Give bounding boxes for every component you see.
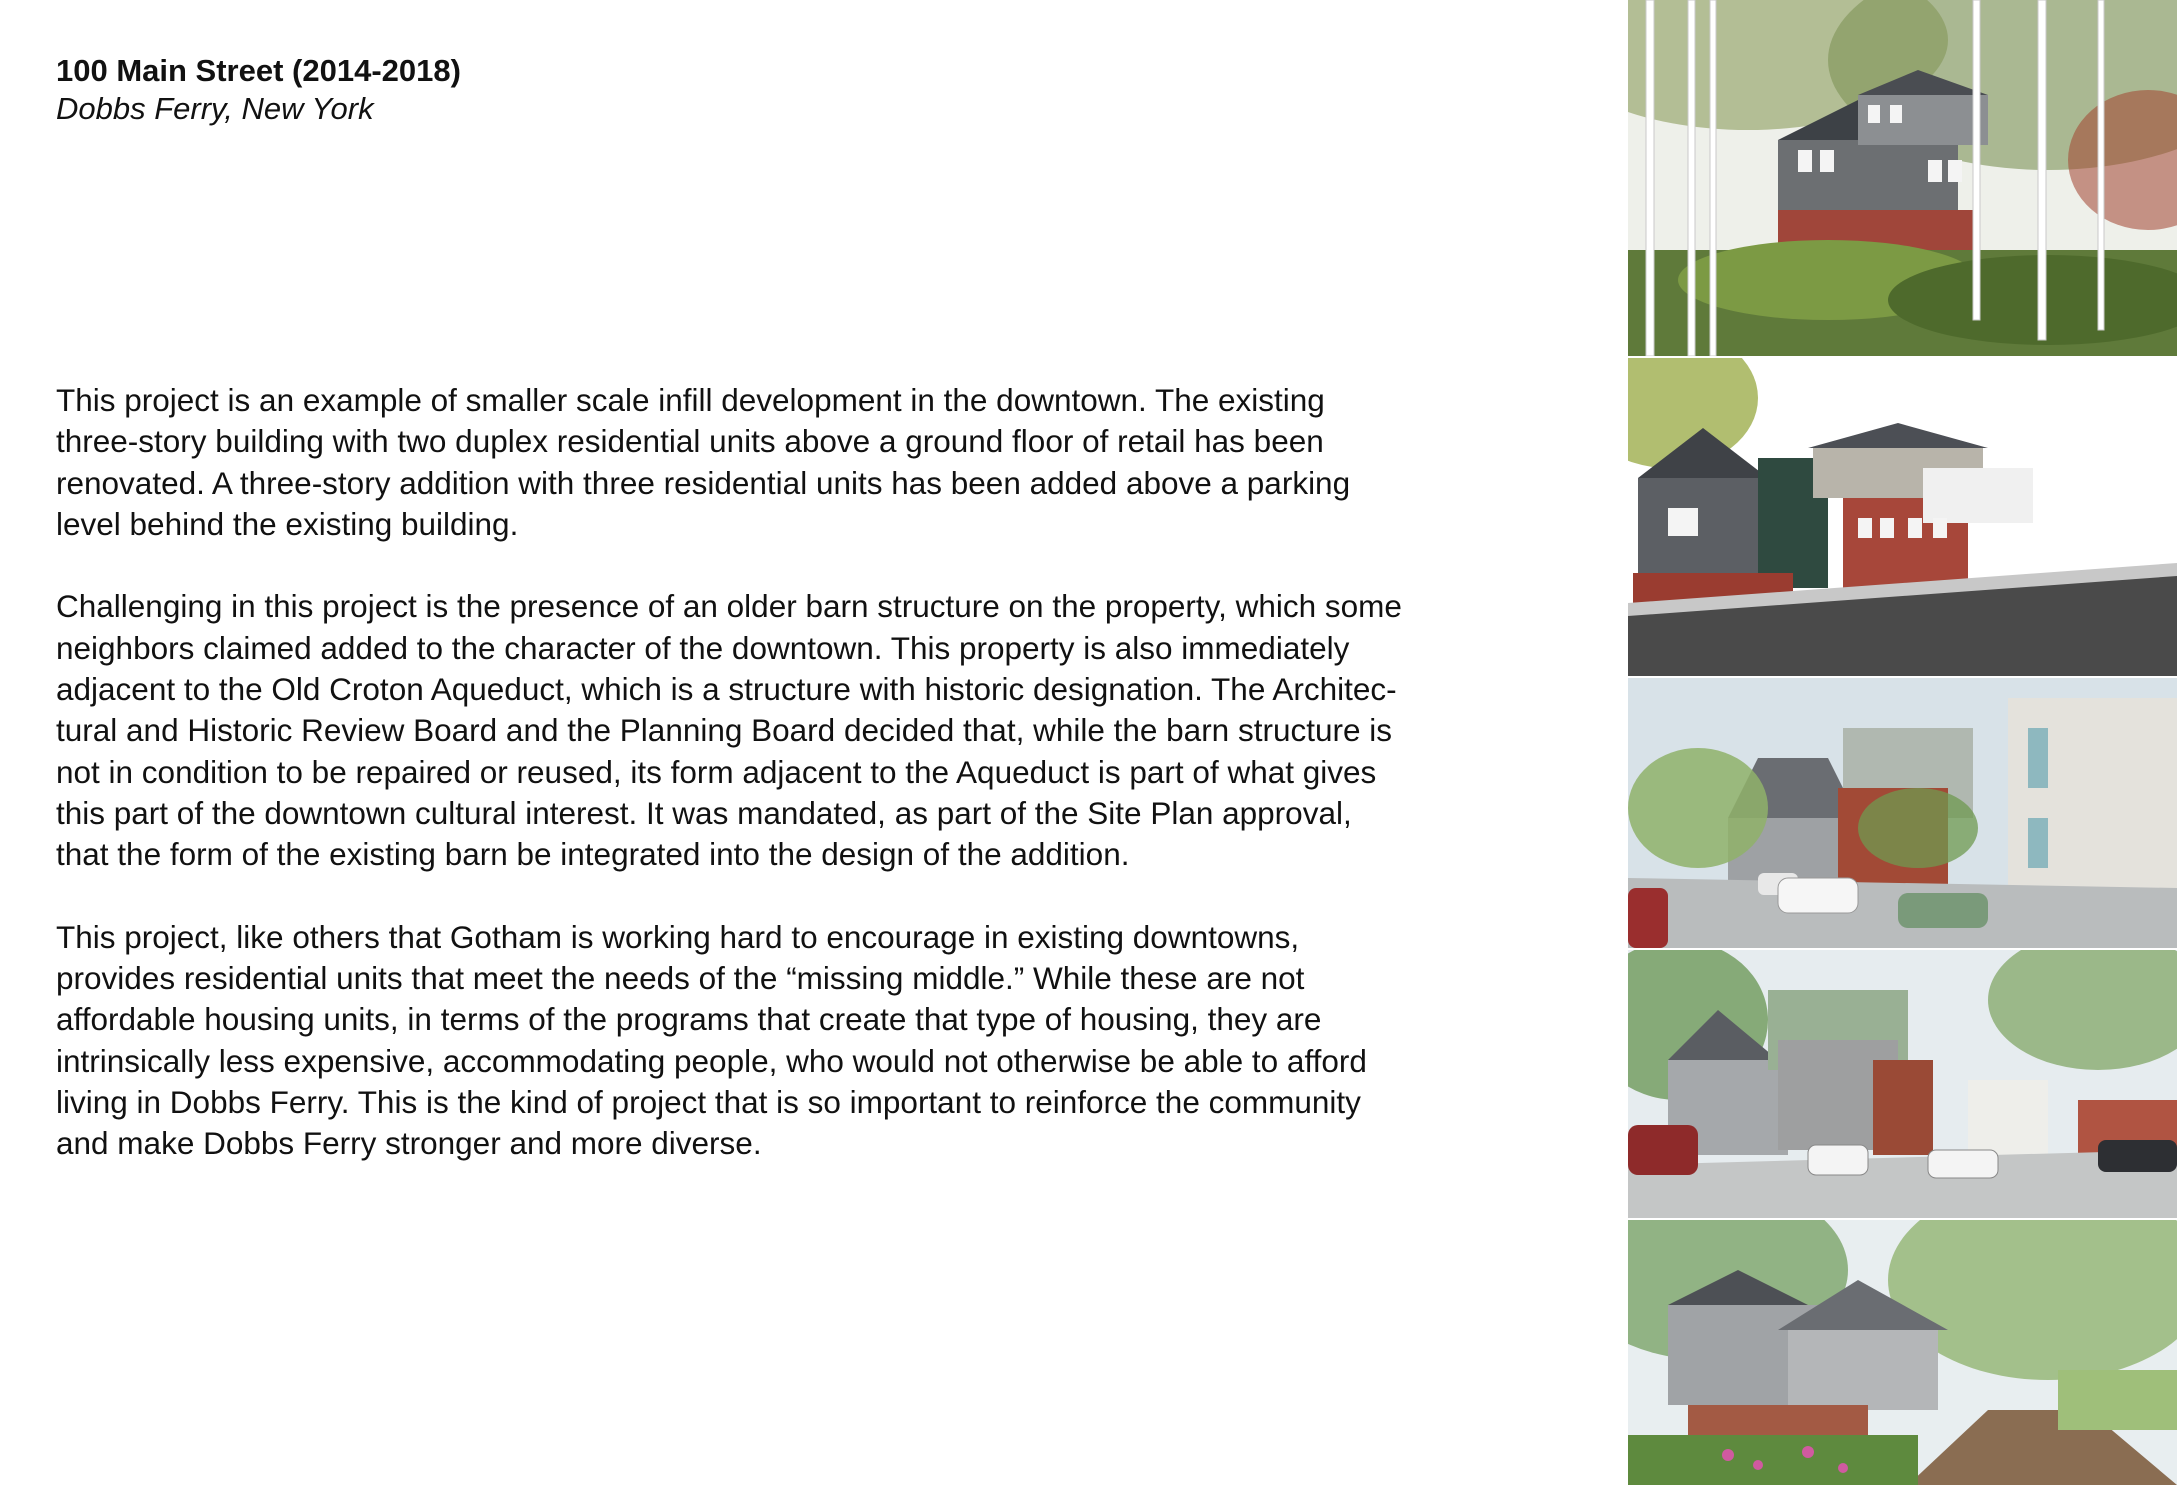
- rendering-aqueduct-path: [1628, 1220, 2177, 1485]
- paragraph-overview: This project is an example of smaller scale infill development in the downtown. The existing three-story building with two duplex residential units above a ground floor of retail has been renovated. A three-story addition with three residential units has been added above a parking level behind the existing building.: [56, 382, 1351, 542]
- project-header: [56, 52, 1536, 128]
- project-location: Dobbs Ferry, New York: [56, 91, 374, 126]
- paragraph-missing-middle: This project, like others that Gotham is working hard to encourage in existing downtowns, provides residential units that meet the needs of the “missing middle.” While these are not affordable housing units, in terms of the programs that create that type of housing, they are intrinsically less expensive, accommodating people, who would not otherwise be able to afford living in Dobbs Ferry. This is the kind of project that is so important to reinforce the community and make Dobbs Ferry stronger and more diverse.: [56, 918, 1367, 1162]
- project-description: [56, 380, 1546, 1206]
- rendering-gallery: [1628, 0, 2177, 1485]
- rendering-street-perspective: [1628, 678, 2177, 948]
- rendering-barn-trees: [1628, 0, 2177, 356]
- paragraph-challenges: Challenging in this project is the presence of an older barn structure on the property, which some neighbors claimed added to the character of the downtown. This property is also immediately adjacent to the Old Croton Aqueduct, which is a structure with historic designation. The Architec- tural and Historic Review Board and the Planning Board decided that, while the barn structure is not in condition to be repaired or reused, its form adjacent to the Aqueduct is part of what gives this part of the downtown cultural interest. It was mandated, as part of the Site Plan approval, that the form of the existing barn be integrated into the design of the addition.: [56, 588, 1402, 873]
- rendering-corner-view: [1628, 950, 2177, 1218]
- project-title: 100 Main Street (2014-2018): [56, 53, 461, 88]
- rendering-street-elevation: [1628, 358, 2177, 676]
